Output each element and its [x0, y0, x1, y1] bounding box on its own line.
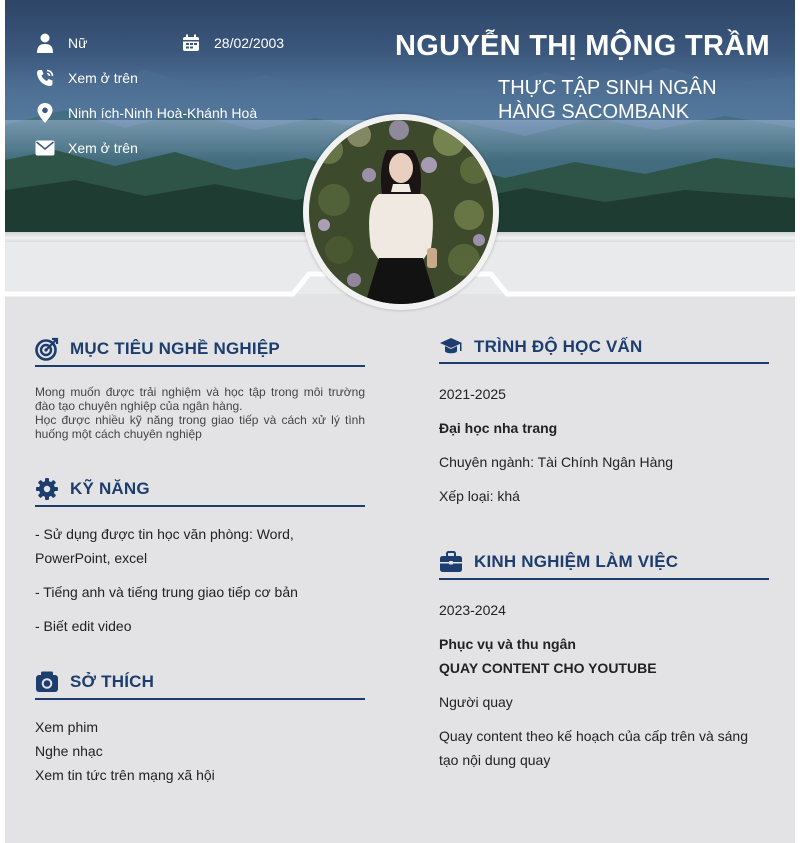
experience-position: Người quay [439, 694, 513, 710]
phone-icon [35, 68, 55, 88]
education-heading [439, 332, 642, 362]
skills-heading [35, 474, 150, 504]
experience-title: KINH NGHIỆM LÀM VIỆC [474, 552, 679, 571]
hobby-item-2: Nghe nhạc [35, 743, 103, 759]
skill-item-1: - Sử dụng được tin học văn phòng: Word, PowerPoint, excel [35, 526, 294, 566]
calendar-icon [181, 33, 201, 53]
birthdate-row [181, 33, 284, 53]
skill-item-2: - Tiếng anh và tiếng trung giao tiếp cơ bản [35, 584, 298, 600]
skills-title: KỸ NĂNG [70, 479, 150, 498]
gender-row [35, 33, 87, 53]
birthdate-value: 28/02/2003 [214, 35, 285, 51]
job-title: THỰC TẬP SINH NGÂN HÀNG SACOMBANK [498, 77, 717, 123]
target-icon [35, 337, 59, 361]
hobbies-underline [35, 698, 365, 700]
gender-value: Nữ [68, 35, 88, 51]
experience-period: 2023-2024 [439, 602, 506, 618]
education-grade: Xếp loại: khá [439, 488, 520, 504]
objective-line-1: Mong muốn được trải nghiệm và học tập trong môi trường đào tạo chuyên nghiệp của ngân hàng. [35, 385, 365, 413]
education-underline [439, 362, 769, 364]
objective-title: MỤC TIÊU NGHỀ NGHIỆP [70, 339, 280, 358]
hobby-item-3: Xem tin tức trên mạng xã hội [35, 767, 215, 783]
education-title: TRÌNH ĐỘ HỌC VẤN [474, 337, 643, 356]
email-value: Xem ở trên [68, 140, 138, 156]
skill-item-3: - Biết edit video [35, 618, 132, 634]
phone-row [35, 68, 138, 88]
experience-role-2: QUAY CONTENT CHO YOUTUBE [439, 660, 657, 676]
experience-description: Quay content theo kế hoạch của cấp trên và sáng tạo nội dung quay [439, 728, 748, 768]
skills-underline [35, 505, 365, 507]
user-icon [35, 33, 55, 53]
envelope-icon [35, 138, 55, 158]
objective-line-2: Học được nhiều kỹ năng trong giao tiếp và cách xử lý tình huống một cách chuyên nghiệp [35, 413, 365, 441]
gear-icon [35, 477, 59, 501]
profile-photo [309, 120, 493, 304]
briefcase-icon [439, 550, 463, 574]
address-value: Ninh ích-Ninh Hoà-Khánh Hoà [68, 105, 258, 121]
objective-underline [35, 365, 365, 367]
location-icon [35, 103, 55, 123]
phone-value: Xem ở trên [68, 70, 138, 86]
cv-page [5, 0, 795, 843]
experience-role-1: Phục vụ và thu ngân [439, 636, 576, 652]
camera-icon [35, 670, 59, 694]
address-row [35, 103, 257, 123]
experience-heading [439, 547, 678, 577]
avatar [303, 114, 499, 310]
objective-heading [35, 334, 280, 364]
graduation-cap-icon [439, 335, 463, 359]
hobby-item-1: Xem phim [35, 719, 99, 735]
email-row [35, 138, 138, 158]
experience-underline [439, 578, 769, 580]
education-period: 2021-2025 [439, 386, 506, 402]
hobbies-title: SỞ THÍCH [70, 672, 155, 691]
education-major: Chuyên ngành: Tài Chính Ngân Hàng [439, 454, 674, 470]
candidate-name: NGUYỄN THỊ MỘNG TRẦM [395, 30, 770, 62]
education-school: Đại học nha trang [439, 420, 558, 436]
hobbies-heading [35, 667, 154, 697]
